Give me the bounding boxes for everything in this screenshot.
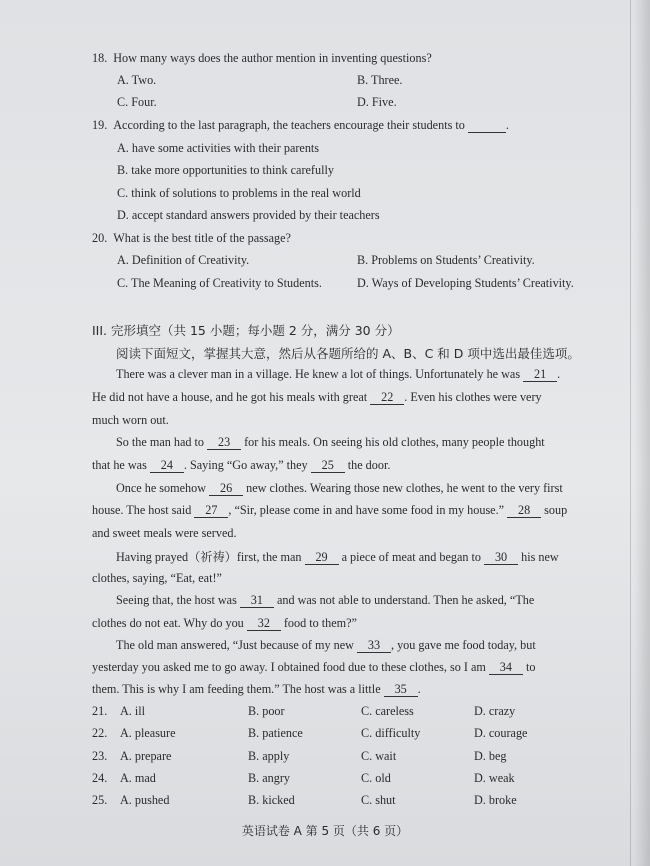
passage-text: Having prayed（祈祷）first, the man <box>116 550 302 564</box>
cloze-option-21-a: A. ill <box>120 704 146 718</box>
passage-text: a piece of meat and began to <box>341 550 481 564</box>
cloze-option-22-b: B. patience <box>248 726 303 740</box>
question-number: 20. <box>92 231 108 245</box>
cloze-option-22-d: D. courage <box>474 726 528 740</box>
passage-text: The old man answered, “Just because of my new <box>116 638 354 652</box>
passage-line <box>116 481 563 496</box>
option-19-c: C. think of solutions to problems in the real world <box>117 186 361 200</box>
passage-text: and was not able to understand. Then he asked, “The <box>276 593 535 607</box>
cloze-blank-22: 22 <box>370 391 404 405</box>
cloze-blank-34: 34 <box>489 661 523 675</box>
page-edge-shadow <box>634 0 650 866</box>
option-20-b: B. Problems on Students’ Creativity. <box>357 253 535 267</box>
cloze-blank-24: 24 <box>150 459 184 473</box>
cloze-option-23-c: C. wait <box>361 749 397 763</box>
question-stem: According to the last paragraph, the teachers encourage their students to <box>113 118 465 132</box>
option-19-a: A. have some activities with their parents <box>117 141 320 155</box>
cloze-option-22-c: C. difficulty <box>361 726 421 740</box>
passage-text: food to them?” <box>283 616 357 630</box>
passage-text: to <box>525 660 536 674</box>
question-20 <box>92 231 291 246</box>
cloze-option-25-d: D. broke <box>474 793 517 807</box>
passage-line <box>92 616 357 631</box>
cloze-option-25-b: B. kicked <box>248 793 295 807</box>
question-18 <box>92 51 432 66</box>
passage-text: his new <box>521 550 559 564</box>
passage-text: new clothes. Wearing those new clothes, he went to the very first <box>246 481 563 495</box>
passage-text: Once he somehow <box>116 481 207 495</box>
passage-line: much worn out. <box>92 413 169 427</box>
question-number: 18. <box>92 51 108 65</box>
passage-line <box>92 458 390 473</box>
cloze-blank-26: 26 <box>209 482 243 496</box>
cloze-option-24-d: D. weak <box>474 771 515 785</box>
question-stem: How many ways does the author mention in inventing questions? <box>113 51 432 65</box>
cloze-option-21-d: D. crazy <box>474 704 516 718</box>
passage-line <box>116 593 534 608</box>
option-20-d: D. Ways of Developing Students’ Creativity. <box>357 276 574 290</box>
cloze-option-number: 24. <box>92 771 108 785</box>
passage-text: There was a clever man in a village. He knew a lot of things. Unfortunately he was <box>116 367 521 381</box>
cloze-blank-32: 32 <box>247 617 281 631</box>
passage-text: yesterday you asked me to go away. I obtained food due to these clothes, so I am <box>92 660 486 674</box>
cloze-blank-21: 21 <box>523 368 557 382</box>
option-20-c: C. The Meaning of Creativity to Students. <box>117 276 322 290</box>
passage-line <box>92 660 535 675</box>
passage-text: the door. <box>347 458 391 472</box>
cloze-option-number: 22. <box>92 726 108 740</box>
cloze-option-24-b: B. angry <box>248 771 290 785</box>
question-stem: What is the best title of the passage? <box>113 231 291 245</box>
passage-line <box>92 503 567 518</box>
cloze-blank-30: 30 <box>484 551 518 565</box>
cloze-option-25-c: C. shut <box>361 793 396 807</box>
option-20-a: A. Definition of Creativity. <box>117 253 250 267</box>
passage-text: soup <box>544 503 568 517</box>
passage-text: clothes do not eat. Why do you <box>92 616 244 630</box>
cloze-option-21-c: C. careless <box>361 704 414 718</box>
answer-blank <box>468 119 506 133</box>
passage-text: He did not have a house, and he got his meals with great <box>92 390 368 404</box>
cloze-option-number: 21. <box>92 704 108 718</box>
cloze-option-23-a: A. prepare <box>120 749 172 763</box>
question-number: 19. <box>92 118 108 132</box>
cloze-blank-35: 35 <box>384 683 418 697</box>
passage-text: . Saying “Go away,” they <box>183 458 308 472</box>
passage-text: house. The host said <box>92 503 192 517</box>
cloze-option-24-a: A. mad <box>120 771 156 785</box>
page-fold-shadow <box>630 0 631 866</box>
cloze-blank-25: 25 <box>311 459 345 473</box>
cloze-option-number: 25. <box>92 793 108 807</box>
section-instruction: 阅读下面短文，掌握其大意，然后从各题所给的 A、B、C 和 D 项中选出最佳选项。 <box>116 346 580 361</box>
cloze-option-number: 23. <box>92 749 108 763</box>
option-18-b: B. Three. <box>357 73 403 87</box>
cloze-blank-23: 23 <box>207 436 241 450</box>
passage-text: Seeing that, the host was <box>116 593 237 607</box>
passage-text: for his meals. On seeing his old clothes, many people thought <box>244 435 545 449</box>
cloze-blank-31: 31 <box>240 594 274 608</box>
option-19-b: B. take more opportunities to think carefully <box>117 163 334 177</box>
passage-text: . Even his clothes were very <box>404 390 542 404</box>
option-18-d: D. Five. <box>357 95 397 109</box>
cloze-blank-33: 33 <box>357 639 391 653</box>
passage-text: , “Sir, please come in and have some food in my house.” <box>228 503 505 517</box>
passage-line <box>116 548 559 565</box>
passage-line: and sweet meals were served. <box>92 526 237 540</box>
passage-text: . <box>417 682 421 696</box>
cloze-option-23-b: B. apply <box>248 749 290 763</box>
cloze-option-22-a: A. pleasure <box>120 726 176 740</box>
cloze-option-25-a: A. pushed <box>120 793 170 807</box>
passage-line <box>116 638 536 653</box>
cloze-option-21-b: B. poor <box>248 704 285 718</box>
passage-line <box>92 390 542 405</box>
cloze-option-24-c: C. old <box>361 771 391 785</box>
cloze-option-23-d: D. beg <box>474 749 507 763</box>
option-18-a: A. Two. <box>117 73 157 87</box>
passage-line: clothes, saying, “Eat, eat!” <box>92 571 222 585</box>
passage-text: that he was <box>92 458 147 472</box>
passage-line <box>92 682 421 697</box>
passage-line: There was a clever man in a village. He knew a lot of things. Unfortunately he was 21 . <box>116 367 561 381</box>
cloze-blank-27: 27 <box>194 504 228 518</box>
question-19: 19. According to the last paragraph, the teachers encourage their students to . <box>92 118 509 132</box>
cloze-blank-28: 28 <box>507 504 541 518</box>
passage-text: So the man had to <box>116 435 205 449</box>
cloze-blank-29: 29 <box>305 551 339 565</box>
passage-text: them. This is why I am feeding them.” The host was a little <box>92 682 381 696</box>
section-heading: III. 完形填空（共 15 小题；每小题 2 分，满分 30 分） <box>92 323 400 338</box>
option-19-d: D. accept standard answers provided by their teachers <box>117 208 380 222</box>
option-18-c: C. Four. <box>117 95 157 109</box>
page-footer: 英语试卷 A 第 5 页（共 6 页） <box>241 824 409 838</box>
passage-text: , you gave me food today, but <box>390 638 536 652</box>
passage-line <box>116 435 545 450</box>
